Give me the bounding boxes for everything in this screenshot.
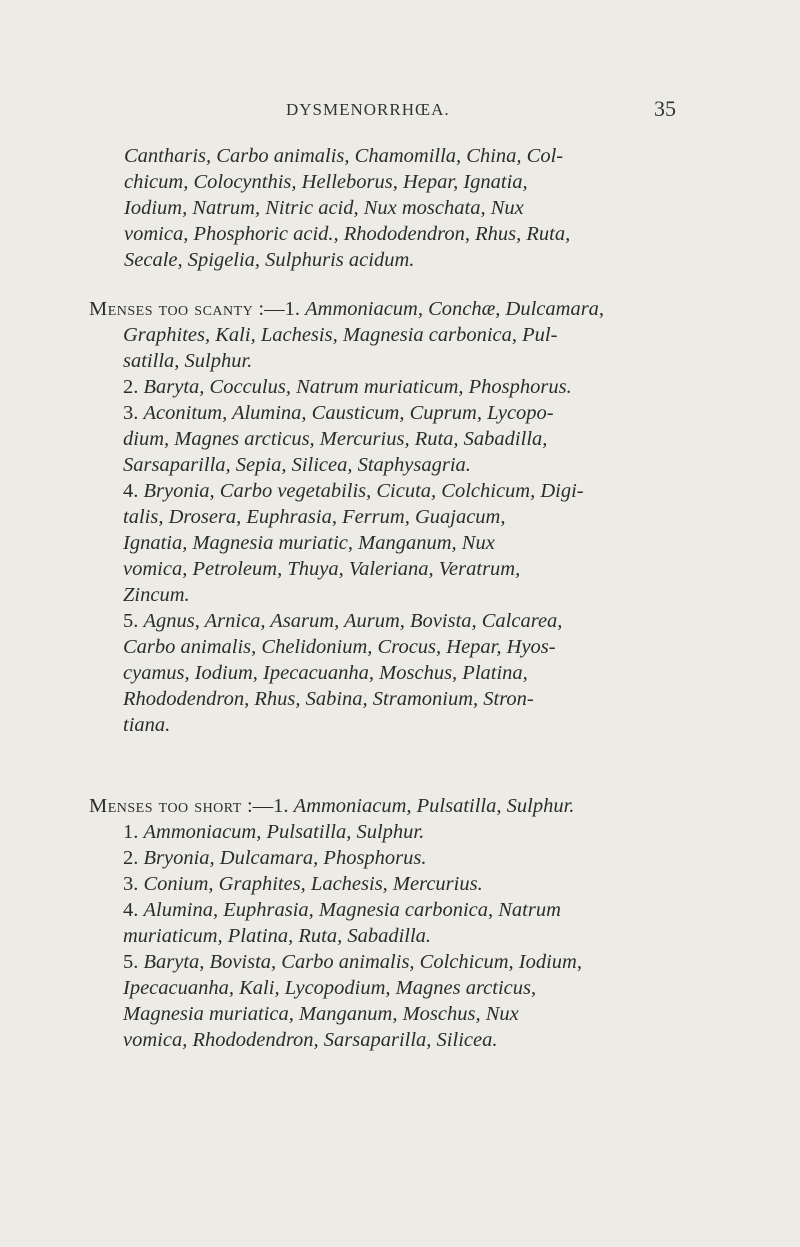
text-line: Cantharis, Carbo animalis, Chamomilla, China, Col- (124, 145, 564, 167)
section-heading-line (89, 296, 689, 322)
text-line: cyamus, Iodium, Ipecacuanha, Moschus, Platina, (123, 662, 528, 684)
item-number: 1. (123, 821, 144, 843)
section-heading: Menses too short (89, 795, 242, 817)
text-line: Ipecacuanha, Kali, Lycopodium, Magnes arcticus, (123, 977, 537, 999)
text-line: Carbo animalis, Chelidonium, Crocus, Hepar, Hyos- (123, 636, 556, 658)
text-line: Graphites, Kali, Lachesis, Magnesia carbonica, Pul- (123, 324, 558, 346)
list-item: 5. Baryta, Bovista, Carbo animalis, Colchicum, Iodium, (123, 951, 582, 973)
item-number: 3. (123, 402, 144, 424)
text-line: satilla, Sulphur. (123, 350, 253, 372)
text-line: Ammoniacum, Conchæ, Dulcamara, (305, 298, 605, 320)
section-menses-too-short (89, 793, 689, 1053)
list-item: 1. Ammoniacum, Pulsatilla, Sulphur. (123, 821, 425, 843)
item-number: 4. (123, 899, 144, 921)
heading-separator: :—1. (241, 795, 294, 817)
text-line: tiana. (123, 714, 171, 736)
item-number: 3. (123, 873, 144, 895)
page-header (0, 96, 800, 124)
text-line: Ammoniacum, Pulsatilla, Sulphur. (293, 795, 575, 817)
item-number: 2. (123, 847, 144, 869)
list-item: 4. Bryonia, Carbo vegetabilis, Cicuta, Colchicum, Digi- (123, 480, 584, 502)
list-item: 2. Bryonia, Dulcamara, Phosphorus. (123, 847, 427, 869)
intro-paragraph (124, 143, 684, 273)
item-number: 5. (123, 610, 144, 632)
list-item: 3. Conium, Graphites, Lachesis, Mercurius. (123, 873, 483, 895)
page-number: 35 (654, 96, 676, 121)
section-heading: Menses too scanty (89, 298, 254, 320)
list-item: 3. Aconitum, Alumina, Causticum, Cuprum, Lycopo- (123, 402, 554, 424)
section-heading-line (89, 793, 689, 819)
item-number: 4. (123, 480, 144, 502)
heading-separator: :—1. (253, 298, 306, 320)
text-line: vomica, Phosphoric acid., Rhododendron, Rhus, Ruta, (124, 223, 571, 245)
list-item: 2. Baryta, Cocculus, Natrum muriaticum, Phosphorus. (123, 376, 572, 398)
item-number: 2. (123, 376, 144, 398)
text-line: Rhododendron, Rhus, Sabina, Stramonium, Stron- (123, 688, 534, 710)
section-menses-too-scanty (89, 296, 689, 738)
list-item: 4. Alumina, Euphrasia, Magnesia carbonica, Natrum (123, 899, 561, 921)
text-line: Sarsaparilla, Sepia, Silicea, Staphysagria. (123, 454, 471, 476)
text-line: vomica, Petroleum, Thuya, Valeriana, Veratrum, (123, 558, 521, 580)
text-line: Magnesia muriatica, Manganum, Moschus, Nux (123, 1003, 519, 1025)
item-number: 5. (123, 951, 144, 973)
text-line: muriaticum, Platina, Ruta, Sabadilla. (123, 925, 432, 947)
text-line: Secale, Spigelia, Sulphuris acidum. (124, 249, 415, 271)
text-line: Ignatia, Magnesia muriatic, Manganum, Nux (123, 532, 495, 554)
text-line: dium, Magnes arcticus, Mercurius, Ruta, Sabadilla, (123, 428, 548, 450)
text-line: vomica, Rhododendron, Sarsaparilla, Silicea. (123, 1029, 498, 1051)
text-line: talis, Drosera, Euphrasia, Ferrum, Guajacum, (123, 506, 506, 528)
running-head: DYSMENORRHŒA. (286, 100, 450, 119)
text-line: chicum, Colocynthis, Helleborus, Hepar, Ignatia, (124, 171, 528, 193)
text-line: Iodium, Natrum, Nitric acid, Nux moschata, Nux (124, 197, 524, 219)
list-item: 5. Agnus, Arnica, Asarum, Aurum, Bovista, Calcarea, (123, 610, 563, 632)
text-line: Zincum. (123, 584, 190, 606)
